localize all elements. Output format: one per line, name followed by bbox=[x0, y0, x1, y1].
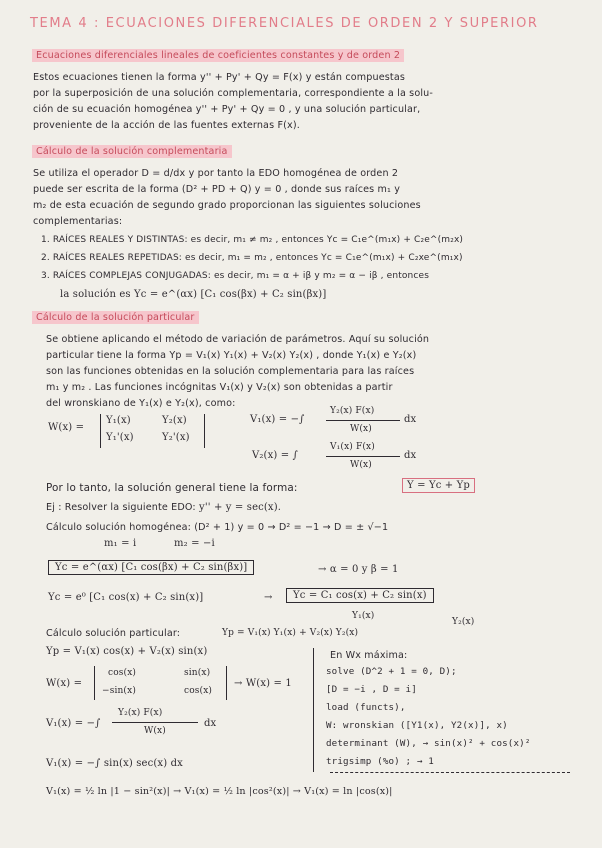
section-heading-linear-eq: Ecuaciones diferenciales lineales de coeficientes constantes y de orden 2 bbox=[32, 50, 404, 61]
alpha-beta: → α = 0 y β = 1 bbox=[318, 564, 399, 575]
page-title: TEMA 4 : ECUACIONES DIFERENCIALES DE ORDEN 2 Y SUPERIOR bbox=[30, 16, 539, 31]
final-v1-line: V₁(x) = ½ ln |1 − sin²(x)| → V₁(x) = ½ ln |cos²(x)| → V₁(x) = ln |cos(x)| bbox=[46, 786, 393, 797]
text-line: puede ser escrita de la forma (D² + PD + Q) y = 0 , donde sus raíces m₁ y bbox=[33, 184, 401, 195]
example-prompt: Ej : Resolver la siguiente EDO: y'' + y = sec(x). bbox=[46, 502, 282, 513]
text-line: complementarias: bbox=[33, 216, 123, 227]
v1-denominator: W(x) bbox=[350, 424, 372, 434]
wxmaxima-title: En Wx máxima: bbox=[330, 650, 408, 661]
matrix-bar-right bbox=[204, 414, 205, 448]
example-v1-label: V₁(x) = −∫ bbox=[46, 718, 101, 729]
list-item-complex: 3. RAÍCES COMPLEJAS CONJUGADAS: es decir, m₁ = α + iβ y m₂ = α − iβ , entonces bbox=[41, 271, 430, 281]
example-v1-denominator: W(x) bbox=[144, 726, 166, 736]
text-line: del wronskiano de Y₁(x) e Y₂(x), como: bbox=[46, 398, 236, 409]
wxmaxima-line: trigsimp (%o) ; → 1 bbox=[326, 756, 434, 767]
v1-numerator: Y₂(x) F(x) bbox=[330, 406, 375, 416]
root-m2: m₂ = −i bbox=[174, 538, 215, 549]
text-line: Se obtiene aplicando el método de variación de parámetros. Aquí su solución bbox=[46, 334, 430, 345]
example-w-cell: cos(x) bbox=[108, 668, 137, 678]
matrix-bar-left bbox=[94, 666, 95, 700]
matrix-bar-right bbox=[226, 666, 227, 700]
yc-general: Yc = e^(αx) [C₁ cos(βx) + C₂ sin(βx)] bbox=[48, 562, 254, 573]
arrow: → bbox=[264, 592, 273, 603]
example-w-cell: −sin(x) bbox=[102, 686, 136, 696]
example-w-result: → W(x) = 1 bbox=[234, 678, 292, 689]
text-line: ción de su ecuación homogénea y'' + Py' + Qy = 0 , y una solución particular, bbox=[33, 104, 421, 115]
v1-dx: dx bbox=[404, 414, 417, 425]
example-v1-numerator: Y₂(x) F(x) bbox=[118, 708, 163, 718]
wronskian-cell: Y₁(x) bbox=[106, 415, 131, 426]
fraction-bar bbox=[326, 420, 400, 421]
yc-boxed: Yc = C₁ cos(x) + C₂ sin(x) bbox=[286, 590, 434, 601]
matrix-bar-left bbox=[100, 414, 101, 448]
text-line: Se utiliza el operador D = d/dx y por tanto la EDO homogénea de orden 2 bbox=[33, 168, 399, 179]
wxmaxima-line: W: wronskian ([Y1(x), Y2(x)], x) bbox=[326, 720, 508, 731]
text-line: proveniente de la acción de las fuentes externas F(x). bbox=[33, 120, 300, 131]
wronskian-label: W(x) = bbox=[48, 422, 85, 433]
v2-dx: dx bbox=[404, 450, 417, 461]
yp-line: Yp = V₁(x) cos(x) + V₂(x) sin(x) bbox=[46, 646, 208, 657]
particular-calc-label: Cálculo solución particular: bbox=[46, 628, 181, 639]
wxmaxima-line: solve (D^2 + 1 = 0, D); bbox=[326, 666, 457, 677]
v2-denominator: W(x) bbox=[350, 460, 372, 470]
wronskian-cell: Y₁'(x) bbox=[106, 432, 134, 443]
root-m1: m₁ = i bbox=[104, 538, 137, 549]
section-heading-complementary: Cálculo de la solución complementaria bbox=[32, 146, 232, 157]
particular-formula: Yp = V₁(x) Y₁(x) + V₂(x) Y₂(x) bbox=[222, 628, 359, 638]
yc-specific: Yc = e⁰ [C₁ cos(x) + C₂ sin(x)] bbox=[48, 592, 204, 603]
wronskian-cell: Y₂'(x) bbox=[162, 432, 190, 443]
v2-numerator: V₁(x) F(x) bbox=[330, 442, 375, 452]
text-line: particular tiene la forma Yp = V₁(x) Y₁(x) + V₂(x) Y₂(x) , donde Y₁(x) e Y₂(x) bbox=[46, 350, 417, 361]
example-w-cell: cos(x) bbox=[184, 686, 213, 696]
list-item-real-distinct: 1. RAÍCES REALES Y DISTINTAS: es decir, m₁ ≠ m₂ , entonces Yc = C₁e^(m₁x) + C₂e^(m₂x) bbox=[41, 235, 464, 245]
divider-dashes bbox=[330, 772, 570, 773]
example-v1-dx: dx bbox=[204, 718, 217, 729]
example-v1-integral: V₁(x) = −∫ sin(x) sec(x) dx bbox=[46, 758, 183, 769]
fraction-bar bbox=[326, 456, 400, 457]
v1-label: V₁(x) = −∫ bbox=[250, 414, 305, 425]
text-line: Estos ecuaciones tienen la forma y'' + Py' + Qy = F(x) y están compuestas bbox=[33, 72, 406, 83]
general-solution-formula: Y = Yc + Yp bbox=[402, 480, 475, 491]
wxmaxima-line: [D = −i , D = i] bbox=[326, 684, 417, 695]
homogeneous-calc: Cálculo solución homogénea: (D² + 1) y = 0 → D² = −1 → D = ± √−1 bbox=[46, 522, 389, 533]
text-line: m₁ y m₂ . Las funciones incógnitas V₁(x) y V₂(x) son obtenidas a partir bbox=[46, 382, 393, 393]
list-item-real-repeated: 2. RAÍCES REALES REPETIDAS: es decir, m₁ = m₂ , entonces Yc = C₁e^(m₁x) + C₂xe^(m₁x) bbox=[41, 253, 463, 263]
text-line: por la superposición de una solución complementaria, correspondiente a la solu- bbox=[33, 88, 434, 99]
wxmaxima-line: load (functs), bbox=[326, 702, 406, 713]
text-line: son las funciones obtenidas en la solución complementaria para las raíces bbox=[46, 366, 415, 377]
y1-label: Y₁(x) bbox=[352, 611, 375, 621]
wronskian-cell: Y₂(x) bbox=[162, 415, 187, 426]
side-divider bbox=[313, 648, 314, 772]
complex-solution-formula: la solución es Yc = e^(αx) [C₁ cos(βx) + C₂ sin(βx)] bbox=[60, 289, 327, 300]
section-heading-particular: Cálculo de la solución particular bbox=[32, 312, 199, 323]
example-w-cell: sin(x) bbox=[184, 668, 211, 678]
wxmaxima-line: determinant (W), → sin(x)² + cos(x)² bbox=[326, 738, 531, 749]
v2-label: V₂(x) = ∫ bbox=[252, 450, 298, 461]
fraction-bar bbox=[112, 722, 198, 723]
general-solution-text: Por lo tanto, la solución general tiene la forma: bbox=[46, 482, 298, 494]
example-w-label: W(x) = bbox=[46, 678, 83, 689]
text-line: m₂ de esta ecuación de segundo grado proporcionan las siguientes soluciones bbox=[33, 200, 421, 211]
y2-label: Y₂(x) bbox=[452, 617, 475, 627]
